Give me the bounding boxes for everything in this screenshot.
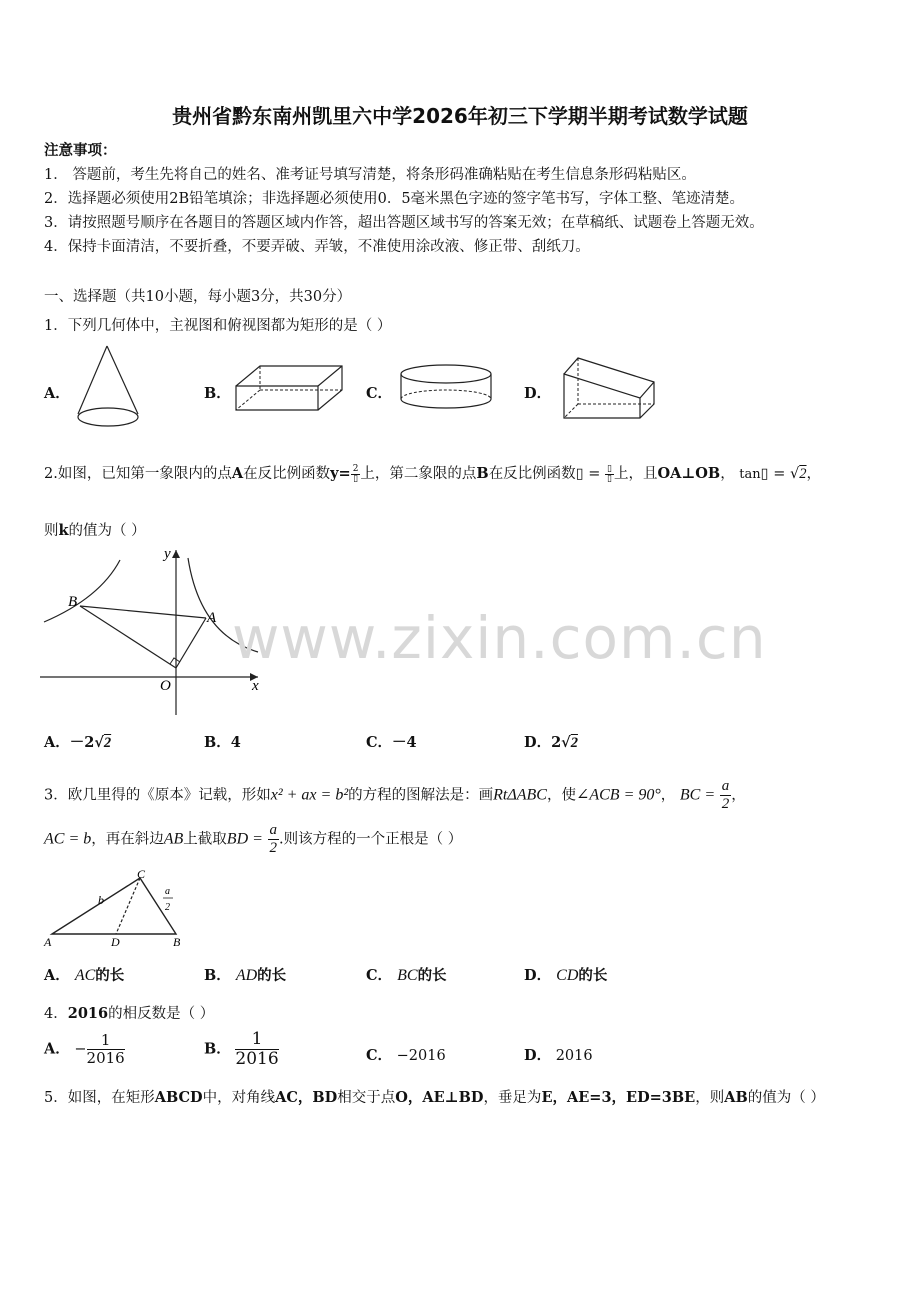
label-x: x [252,678,259,694]
q5-o: O，AE⊥BD [395,1089,484,1106]
q3-text-5: ，再在斜边 [91,831,164,848]
q4-option-b-num: 1 [235,1030,278,1050]
q4-option-c-label: C． [366,1047,393,1064]
q3-bc-fraction [720,778,732,813]
q2-point-b: B [476,465,489,482]
y-arrow [172,550,180,558]
fig3-label-two: 2 [165,902,170,913]
q4-year: 2016 [67,1005,109,1022]
q4-option-a-sign: − [74,1041,87,1058]
notice-item-2: 2．选择题必须使用2B铅笔填涂；非选择题必须使用0．5毫米黑色字迹的签字笔书写，字体工整、笔迹清楚。 [44,191,745,207]
page-title: 贵州省黔东南州凯里六中学2026年初三下学期半期考试数学试题 [172,104,748,128]
fig3-label-d: D [111,935,120,949]
q3-option-c-label: C． [366,967,393,984]
notice-item-1: 1． 答题前，考生先将自己的姓名、准考证号填写清楚，将条形码准确粘贴在考生信息条形码粘贴区。 [44,167,696,183]
triangle-abc [52,878,176,934]
q3-angle: ∠ACB = 90° [575,786,661,804]
q3-option-d [524,964,607,985]
q3-stem-line1 [44,778,746,813]
q2-point-a: A [231,465,244,482]
fig3-label-c: C [137,867,146,881]
q2-frac-num: 2 [352,463,359,474]
q3-option-d-label: D． [524,967,552,984]
q5-ab: AB [724,1089,748,1106]
cone-figure [70,342,150,432]
q3-option-b-text: 的长 [257,967,287,984]
q5-abcd: ABCD [154,1089,203,1106]
q2-option-a-text: －2 [69,734,95,751]
q3-option-b-math: AD [235,967,258,984]
q1-option-a: A． [44,385,70,402]
q5-acbd: AC，BD [275,1089,338,1106]
segment-ab [80,606,206,618]
segment-ob [80,606,176,668]
q3-stem-line2 [44,822,462,857]
prism-figure [558,352,662,422]
q2-text-2: 在反比例函数 [243,466,331,482]
q3-text-3: ，使 [546,787,576,804]
q2-func-b-placeholder: ▯ = [575,466,606,482]
curve-second-quadrant [44,560,120,622]
q2-option-d-text: 2 [551,734,562,751]
q2-option-c [366,731,417,752]
q3-ac: AC = b [44,830,92,848]
q2-fraction [351,465,361,484]
q4-option-a-fraction [87,1032,125,1067]
q4-option-d [524,1044,593,1065]
q4-option-b-den: 2016 [235,1049,279,1069]
q2-option-d: D．2√2 [524,734,578,751]
q3-ab: AB [163,830,184,848]
q2-stem: 2.如图，已知第一象限内的点A在反比例函数y= $\frac{2}{▯}$ 上，第二象限的点B在反比例函数▯ = $\frac{▯}{▯}$ 上，且OA⊥OB， tan▯ = √2， [44,463,822,484]
q3-option-b-label: B． [204,967,231,984]
q2-option-d-label: D． [524,734,552,751]
q2-perp: OA⊥OB [657,465,721,482]
notice-item-3: 3．请按照题号顺序在各题目的答题区域内作答，超出答题区域书写的答案无效；在草稿纸、试题卷上答题无效。 [44,215,764,231]
cylinder-figure [396,362,496,414]
q3-option-c-text: 的长 [417,967,447,984]
q2-line2-b: 的值为（ ） [68,523,146,539]
q2-comma: ， [720,466,735,482]
q4-option-d-label: D． [524,1047,552,1064]
section-heading: 一、选择题（共10小题，每小题3分，共30分） [44,289,352,305]
q2-frac-b-num: ▯ [607,463,612,474]
q3-text-6: 上截取 [183,831,227,848]
cuboid-figure [230,360,350,416]
q3-bc-num: a [721,778,730,794]
q3-option-c-math: BC [397,967,418,984]
q2-eq: = [773,466,786,482]
q3-bc: BC = [679,786,716,804]
q3-option-c [366,964,447,985]
q5-text-4: ，垂足为 [483,1090,542,1106]
q5-e: E，AE=3，ED=3BE [541,1089,696,1106]
q2-option-b-text: 4 [230,734,241,751]
q1-option-c: C． [366,385,393,402]
q2-text-1: 2.如图，已知第一象限内的点 [44,466,232,482]
q4-text-1: 4． [44,1006,68,1022]
q3-option-a-math: AC [74,967,96,984]
q2-stem-line2 [44,519,146,540]
q3-option-a [44,964,124,985]
q4-option-a-num: 1 [87,1032,125,1050]
q4-text-2: 的相反数是（ ） [108,1006,215,1022]
q3-figure [40,866,200,950]
q2-line2-a: 则 [44,523,59,539]
q2-option-a-root: 2 [103,735,112,751]
q3-equation: x² + ax = b² [270,786,349,804]
fig3-label-a-side: a [165,886,170,897]
q5-stem [44,1086,825,1107]
label-a: A [207,610,217,626]
q3-bd-den: 2 [269,840,278,856]
q4-option-a-label: A． [44,1040,70,1058]
q1-option-d: D． [524,385,552,402]
q4-option-b [204,1030,279,1069]
q3-text-4: ， [660,787,676,804]
q2-text-4: 在反比例函数 [488,466,576,482]
fig3-label-a: A [44,935,52,949]
q2-text-5: 上，且 [614,466,658,482]
notice-item-4: 4．保持卡面清洁，不要折叠，不要弄破、弄皱，不准使用涂改液、修正带、刮纸刀。 [44,239,590,255]
q2-option-d-root: 2 [570,735,578,751]
q2-fraction-b [605,465,614,484]
q4-option-b-label: B． [204,1040,231,1058]
q4-stem [44,1002,214,1023]
label-o: O [160,678,171,694]
q3-comma: ， [731,787,746,804]
q5-text-2: 中，对角线 [202,1090,276,1106]
q2-tan: tan [739,467,761,482]
q5-text-3: 相交于点 [337,1090,396,1106]
q2-frac-b-den: ▯ [607,473,612,484]
fig3-label-b: B [173,935,181,949]
q3-bc-den: 2 [721,796,730,812]
segment-oa [176,618,206,668]
watermark: www.zixin.com.cn [232,604,767,672]
q4-option-b-fraction [235,1030,278,1069]
q4-option-d-text: 2016 [555,1048,593,1064]
q2-option-c-label: C． [366,734,393,751]
q2-tan-arg: ▯ [760,466,774,482]
q3-text-1: 3．欧几里得的《原本》记载，形如 [44,787,271,804]
label-y: y [164,546,171,562]
q2-func-a: y= [330,465,351,482]
q5-text-5: ，则 [695,1090,725,1106]
q3-option-d-text: 的长 [578,967,608,984]
q2-root: 2 [799,466,807,482]
q4-option-a-den: 2016 [86,1049,125,1067]
q5-text-1: 5．如图，在矩形 [44,1090,155,1106]
q2-option-a-label: A． [44,734,70,751]
q5-text-6: 的值为（ ） [747,1090,825,1106]
q2-option-b-label: B． [204,734,231,751]
q3-option-a-text: 的长 [95,967,125,984]
q2-option-b [204,731,241,752]
q3-option-a-label: A． [44,967,70,984]
q3-bd: BD = [226,830,263,848]
q4-option-c [366,1044,446,1065]
q4-option-a [44,1032,125,1067]
q2-frac-den: ▯ [353,473,359,484]
q3-option-d-math: CD [556,967,579,984]
q3-bd-num: a [269,822,278,838]
q2-k: k [58,522,69,539]
q2-text-3: 上，第二象限的点 [360,466,477,482]
label-b: B [68,594,78,610]
notice-heading: 注意事项： [44,142,117,159]
q3-text-2: 的方程的图解法是：画 [348,787,494,804]
q3-text-7: .则该方程的一个正根是（ ） [279,831,463,848]
q3-option-b [204,964,286,985]
q1-stem: 1．下列几何体中，主视图和俯视图都为矩形的是（ ） [44,318,392,334]
fig3-label-b-side: b [98,893,104,907]
q2-option-c-text: －4 [392,734,417,751]
q4-option-c-text: −2016 [396,1048,446,1064]
q1-option-b: B． [204,385,231,402]
q3-triangle: RtΔABC [493,786,547,804]
q3-bd-fraction [268,822,280,857]
q2-option-a: A．－2√2 [44,734,112,751]
